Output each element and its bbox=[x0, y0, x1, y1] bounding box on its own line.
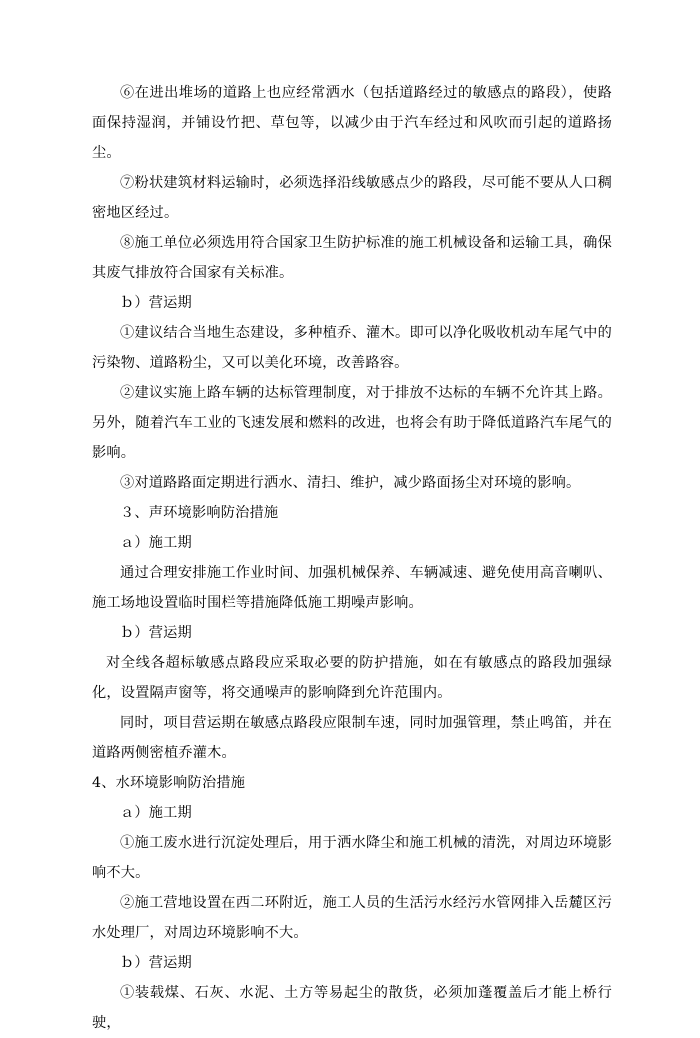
paragraph-dust-control-7: ⑦粉状建筑材料运输时，必须选择沿线敏感点少的路段，尽可能不要从人口稠密地区经过。 bbox=[92, 175, 612, 221]
paragraph-construction-water-1: ①施工废水进行沉淀处理后，用于洒水降尘和施工机械的清洗，对周边环境影响不大。 bbox=[92, 835, 612, 881]
paragraph-construction-water-2: ②施工营地设置在西二环附近，施工人员的生活污水经污水管网排入岳麓区污水处理厂，对周边环境影响不大。 bbox=[92, 895, 612, 941]
paragraph-dust-control-6: ⑥在进出堆场的道路上也应经常洒水（包括道路经过的敏感点的路段），使路面保持湿润，并铺设竹把、草包等，以减少由于汽车经过和风吹而引起的道路扬尘。 bbox=[92, 85, 612, 161]
heading-noise-measures: ３、声环境影响防治措施 bbox=[120, 505, 279, 521]
paragraph-operation-air-2: ②建议实施上路车辆的达标管理制度，对于排放不达标的车辆不允许其上路。另外，随着汽车工业的飞速发展和燃料的改进，也将会有助于降低道路汽车尾气的影响。 bbox=[92, 385, 612, 461]
paragraph-operation-noise-1: 对全线各超标敏感点路段应采取必要的防护措施，如在有敏感点的路段加强绿化，设置隔声窗等，将交通噪声的影响降到允许范围内。 bbox=[92, 655, 612, 701]
paragraph-operation-air-3: ③对道路路面定期进行洒水、清扫、维护，减少路面扬尘对环境的影响。 bbox=[120, 475, 581, 491]
paragraph-operation-noise-2: 同时，项目营运期在敏感点路段应限制车速，同时加强管理，禁止鸣笛，并在道路两侧密植乔灌木。 bbox=[92, 715, 612, 761]
paragraph-operation-water-1: ①装载煤、石灰、水泥、土方等易起尘的散货，必须加蓬覆盖后才能上桥行驶， bbox=[92, 985, 612, 1031]
paragraph-operation-air-1: ①建议结合当地生态建设，多种植乔、灌木。即可以净化吸收机动车尾气中的污染物、道路粉尘，又可以美化环境，改善路容。 bbox=[92, 325, 612, 371]
heading-water-measures: 4、水环境影响防治措施 bbox=[92, 775, 246, 791]
heading-operation-period-air: ｂ）营运期 bbox=[120, 295, 192, 311]
heading-operation-period-water: ｂ）营运期 bbox=[120, 955, 192, 971]
document-body bbox=[92, 78, 612, 1038]
paragraph-dust-control-8: ⑧施工单位必须选用符合国家卫生防护标准的施工机械设备和运输工具，确保其废气排放符合国家有关标准。 bbox=[92, 235, 612, 281]
paragraph-construction-noise: 通过合理安排施工作业时间、加强机械保养、车辆减速、避免使用高音喇叭、施工场地设置临时围栏等措施降低施工期噪声影响。 bbox=[92, 565, 612, 611]
heading-construction-period-water: ａ）施工期 bbox=[120, 805, 192, 821]
heading-construction-period-noise: ａ）施工期 bbox=[120, 535, 192, 551]
heading-operation-period-noise: ｂ）营运期 bbox=[120, 625, 192, 641]
